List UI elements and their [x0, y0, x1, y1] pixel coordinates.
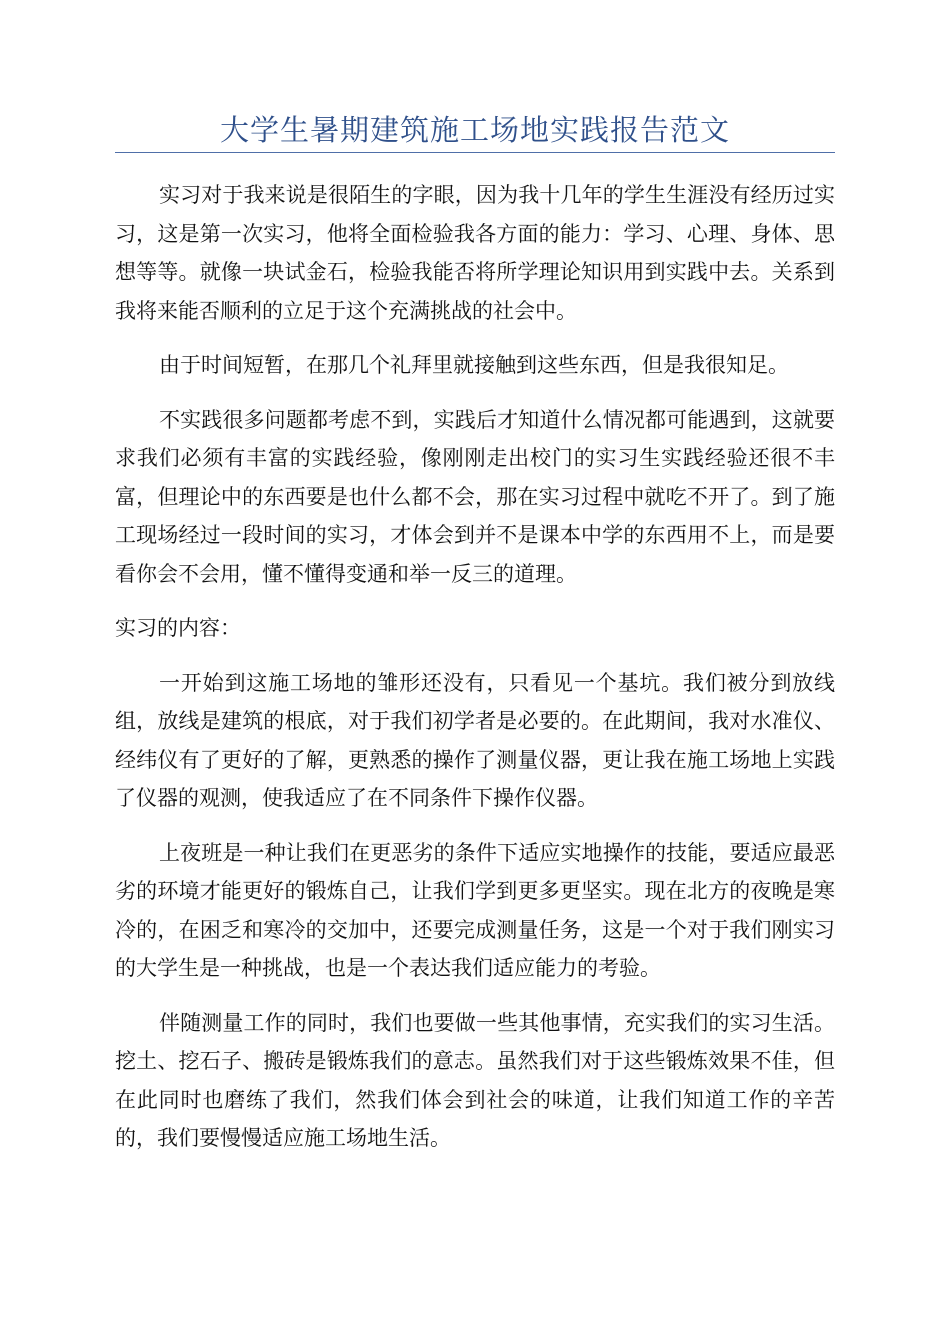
document-body: [115, 176, 835, 1174]
paragraph-practice: 不实践很多问题都考虑不到，实践后才知道什么情况都可能遇到，这就要求我们必须有丰富的实践经验，像刚刚走出校门的实习生实践经验还很不丰富，但理论中的东西要是也什么都不会，那在实习过程中就吃不开了。到了施工现场经过一段时间的实习，才体会到并不是课本中学的东西用不上，而是要看你会不会用，懂不懂得变通和举一反三的道理。: [115, 407, 835, 586]
section-heading-content: 实习的内容：: [115, 616, 241, 640]
paragraph-intro: 实习对于我来说是很陌生的字眼，因为我十几年的学生生涯没有经历过实习，这是第一次实习，他将全面检验我各方面的能力：学习、心理、身体、思想等等。就像一块试金石，检验我能否将所学理论知识用到实践中去。关系到我将来能否顺利的立足于这个充满挑战的社会中。: [115, 183, 835, 323]
paragraph-night-shift: 上夜班是一种让我们在更恶劣的条件下适应实地操作的技能，要适应最恶劣的环境才能更好的锻炼自己，让我们学到更多更坚实。现在北方的夜晚是寒冷的，在困乏和寒冷的交加中，还要完成测量任务，这是一个对于我们刚实习的大学生是一种挑战，也是一个表达我们适应能力的考验。: [115, 840, 835, 980]
paragraph-short-time: 由于时间短暂，在那几个礼拜里就接触到这些东西，但是我很知足。: [159, 353, 789, 377]
paragraph-other-work: 伴随测量工作的同时，我们也要做一些其他事情，充实我们的实习生活。挖土、挖石子、搬砖是锻炼我们的意志。虽然我们对于这些锻炼效果不佳，但在此同时也磨练了我们，然我们体会到社会的味道，让我们知道工作的辛苦的，我们要慢慢适应施工场地生活。: [115, 1010, 835, 1150]
paragraph-surveying: 一开始到这施工场地的雏形还没有，只看见一个基坑。我们被分到放线组，放线是建筑的根底，对于我们初学者是必要的。在此期间，我对水准仪、经纬仪有了更好的了解，更熟悉的操作了测量仪器，更让我在施工场地上实践了仪器的观测，使我适应了在不同条件下操作仪器。: [115, 670, 835, 810]
title-block: [115, 112, 835, 153]
page-title: 大学生暑期建筑施工场地实践报告范文: [219, 113, 730, 147]
